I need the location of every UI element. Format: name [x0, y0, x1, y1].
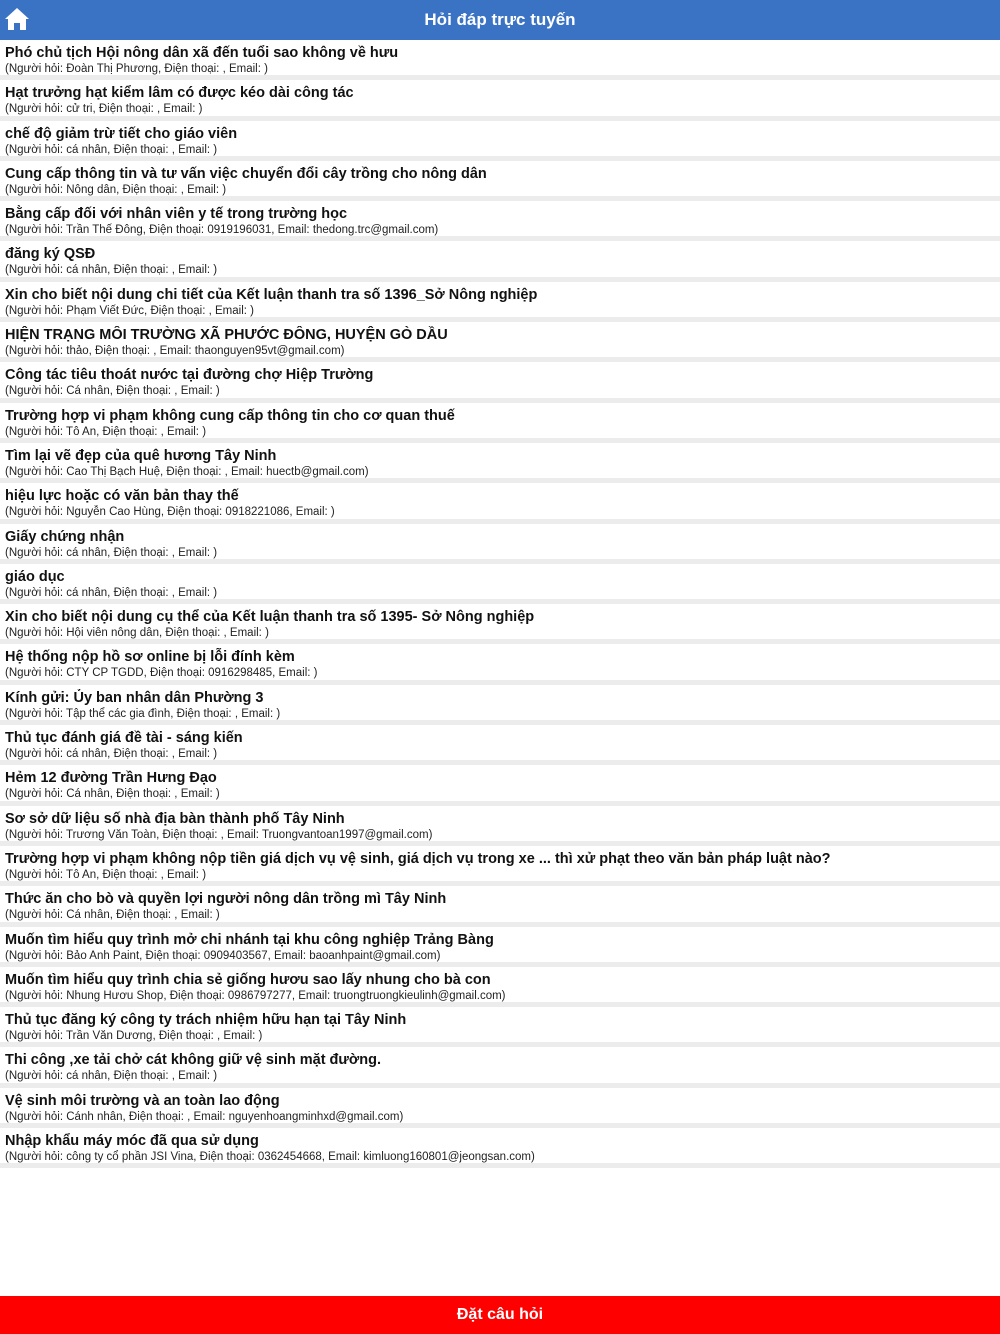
question-asker-info: (Người hỏi: cử tri, Điện thoại: , Email: ): [5, 103, 203, 116]
question-asker-info: (Người hỏi: Cao Thị Bạch Huệ, Điện thoại: , Email: huectb@gmail.com): [5, 465, 369, 478]
question-title: Kính gửi: Ủy ban nhân dân Phường 3: [5, 689, 264, 706]
question-item[interactable]: [0, 604, 1000, 644]
question-asker-info: (Người hỏi: cá nhân, Điện thoại: , Email: ): [5, 1070, 218, 1083]
question-asker-info: (Người hỏi: Cánh nhân, Điện thoại: , Email: nguyenhoangminhxd@gmail.com): [5, 1110, 404, 1123]
question-item[interactable]: [0, 282, 1000, 322]
question-item[interactable]: [0, 241, 1000, 281]
question-asker-info: (Người hỏi: Trần Văn Dương, Điện thoại: , Email: ): [5, 1030, 263, 1043]
question-title: giáo dục: [5, 568, 65, 585]
question-asker-info: (Người hỏi: Cá nhân, Điện thoại: , Email: ): [5, 788, 220, 801]
question-item[interactable]: [0, 1088, 1000, 1128]
question-asker-info: (Người hỏi: Tô An, Điện thoại: , Email: ): [5, 425, 207, 438]
question-item[interactable]: [0, 967, 1000, 1007]
question-item[interactable]: [0, 725, 1000, 765]
question-title: Thức ăn cho bò và quyền lợi người nông dân trồng mì Tây Ninh: [5, 891, 447, 908]
question-title: Giấy chứng nhận: [5, 528, 125, 545]
question-item[interactable]: [0, 443, 1000, 483]
question-title: Hạt trưởng hạt kiểm lâm có được kéo dài công tác: [5, 85, 354, 102]
question-item[interactable]: [0, 524, 1000, 564]
question-title: Nhập khẩu máy móc đã qua sử dụng: [5, 1133, 259, 1150]
question-title: chế độ giảm trừ tiết cho giáo viên: [5, 125, 238, 142]
question-asker-info: (Người hỏi: Hội viên nông dân, Điện thoại: , Email: ): [5, 627, 269, 640]
question-item[interactable]: [0, 846, 1000, 886]
question-title: Vệ sinh môi trường và an toàn lao động: [5, 1092, 280, 1109]
question-asker-info: (Người hỏi: cá nhân, Điện thoại: , Email: ): [5, 143, 218, 156]
question-title: Thủ tục đăng ký công ty trách nhiệm hữu hạn tại Tây Ninh: [5, 1012, 407, 1029]
question-title: Hệ thống nộp hồ sơ online bị lỗi đính kèm: [5, 649, 295, 666]
question-asker-info: (Người hỏi: cá nhân, Điện thoại: , Email: ): [5, 546, 218, 559]
question-item[interactable]: [0, 927, 1000, 967]
question-asker-info: (Người hỏi: Nhung Hươu Shop, Điện thoại: 0986797277, Email: truongtruongkieulinh@gmail.com): [5, 989, 506, 1002]
ask-question-button[interactable]: Đặt câu hỏi: [0, 1296, 1000, 1334]
question-asker-info: (Người hỏi: CTY CP TGDD, Điện thoại: 0916298485, Email: ): [5, 667, 318, 680]
question-title: đăng ký QSĐ: [5, 246, 96, 263]
question-item[interactable]: [0, 1128, 1000, 1168]
question-title: Xin cho biết nội dung chi tiết của Kết luận thanh tra số 1396_Sở Nông nghiệp: [5, 286, 538, 303]
question-title: Công tác tiêu thoát nước tại đường chợ Hiệp Trường: [5, 367, 374, 384]
question-item[interactable]: [0, 322, 1000, 362]
question-item[interactable]: [0, 483, 1000, 523]
question-title: Sơ sở dữ liệu số nhà địa bàn thành phố Tây Ninh: [5, 810, 345, 827]
question-asker-info: (Người hỏi: Đoàn Thị Phương, Điện thoại: , Email: ): [5, 63, 268, 75]
question-title: Xin cho biết nội dung cụ thể của Kết luận thanh tra số 1395- Sở Nông nghiệp: [5, 609, 535, 626]
question-item[interactable]: [0, 685, 1000, 725]
question-item[interactable]: [0, 564, 1000, 604]
question-item[interactable]: [0, 886, 1000, 926]
question-item[interactable]: [0, 40, 1000, 80]
question-asker-info: (Người hỏi: Phạm Viết Đức, Điện thoại: , Email: ): [5, 304, 254, 317]
question-item[interactable]: [0, 161, 1000, 201]
question-item[interactable]: [0, 644, 1000, 684]
question-title: Thi công ,xe tải chở cát không giữ vệ sinh mặt đường.: [5, 1052, 381, 1069]
question-title: HIỆN TRẠNG MÔI TRƯỜNG XÃ PHƯỚC ĐÔNG, HUYỆN GÒ DẦU: [5, 327, 448, 344]
question-list[interactable]: [0, 40, 1000, 1296]
question-title: Muốn tìm hiểu quy trình chia sẻ giống hươu sao lấy nhung cho bà con: [5, 971, 491, 988]
question-title: Phó chủ tịch Hội nông dân xã đến tuổi sao không về hưu: [5, 45, 399, 61]
question-asker-info: (Người hỏi: Trần Thế Đông, Điện thoại: 0919196031, Email: thedong.trc@gmail.com): [5, 224, 439, 237]
question-title: Thủ tục đánh giá đề tài - sáng kiến: [5, 730, 243, 747]
question-item[interactable]: [0, 80, 1000, 120]
question-title: Bằng cấp đối với nhân viên y tế trong trường học: [5, 206, 348, 223]
question-asker-info: (Người hỏi: Trương Văn Toàn, Điện thoại: , Email: Truongvantoan1997@gmail.com): [5, 828, 433, 841]
question-asker-info: (Người hỏi: Cá nhân, Điện thoại: , Email: ): [5, 909, 220, 922]
question-item[interactable]: [0, 201, 1000, 241]
question-item[interactable]: [0, 362, 1000, 402]
question-asker-info: (Người hỏi: cá nhân, Điện thoại: , Email: ): [5, 264, 218, 277]
question-asker-info: (Người hỏi: Nông dân, Điện thoại: , Email: ): [5, 183, 227, 196]
question-title: Muốn tìm hiểu quy trình mở chi nhánh tại khu công nghiệp Trảng Bàng: [5, 931, 494, 948]
question-title: Tìm lại vẽ đẹp của quê hương Tây Ninh: [5, 447, 277, 464]
question-item[interactable]: [0, 806, 1000, 846]
question-item[interactable]: [0, 1007, 1000, 1047]
question-item[interactable]: [0, 121, 1000, 161]
question-item[interactable]: [0, 403, 1000, 443]
question-asker-info: (Người hỏi: thảo, Điện thoại: , Email: thaonguyen95vt@gmail.com): [5, 345, 345, 358]
question-item[interactable]: [0, 1047, 1000, 1087]
question-asker-info: (Người hỏi: Tô An, Điện thoại: , Email: ): [5, 868, 207, 881]
question-asker-info: (Người hỏi: Nguyễn Cao Hùng, Điện thoại: 0918221086, Email: ): [5, 506, 335, 519]
question-title: Hẻm 12 đường Trần Hưng Đạo: [5, 770, 217, 787]
question-title: Trường hợp vi phạm không nộp tiền giá dịch vụ vệ sinh, giá dịch vụ trong xe ... thì xử phạt theo văn bản pháp luật nào?: [5, 850, 831, 867]
question-asker-info: (Người hỏi: Cá nhân, Điện thoại: , Email: ): [5, 385, 220, 398]
question-title: Trường hợp vi phạm không cung cấp thông tin cho cơ quan thuế: [5, 407, 455, 424]
question-title: Cung cấp thông tin và tư vấn việc chuyển đổi cây trồng cho nông dân: [5, 165, 487, 182]
page-title: Hỏi đáp trực tuyến: [424, 10, 576, 29]
question-title: hiệu lực hoặc có văn bản thay thế: [5, 488, 239, 505]
question-asker-info: (Người hỏi: cá nhân, Điện thoại: , Email: ): [5, 586, 218, 599]
question-asker-info: (Người hỏi: cá nhân, Điện thoại: , Email: ): [5, 748, 218, 761]
app-header: [0, 0, 1000, 40]
question-asker-info: (Người hỏi: Bảo Anh Paint, Điện thoại: 0909403567, Email: baoanhpaint@gmail.com): [5, 949, 441, 962]
question-asker-info: (Người hỏi: Tập thể các gia đình, Điện thoại: , Email: ): [5, 707, 281, 720]
question-asker-info: (Người hỏi: công ty cổ phần JSI Vina, Điện thoại: 0362454668, Email: kimluong160801@jeongsan.com): [5, 1151, 535, 1164]
question-item[interactable]: [0, 765, 1000, 805]
